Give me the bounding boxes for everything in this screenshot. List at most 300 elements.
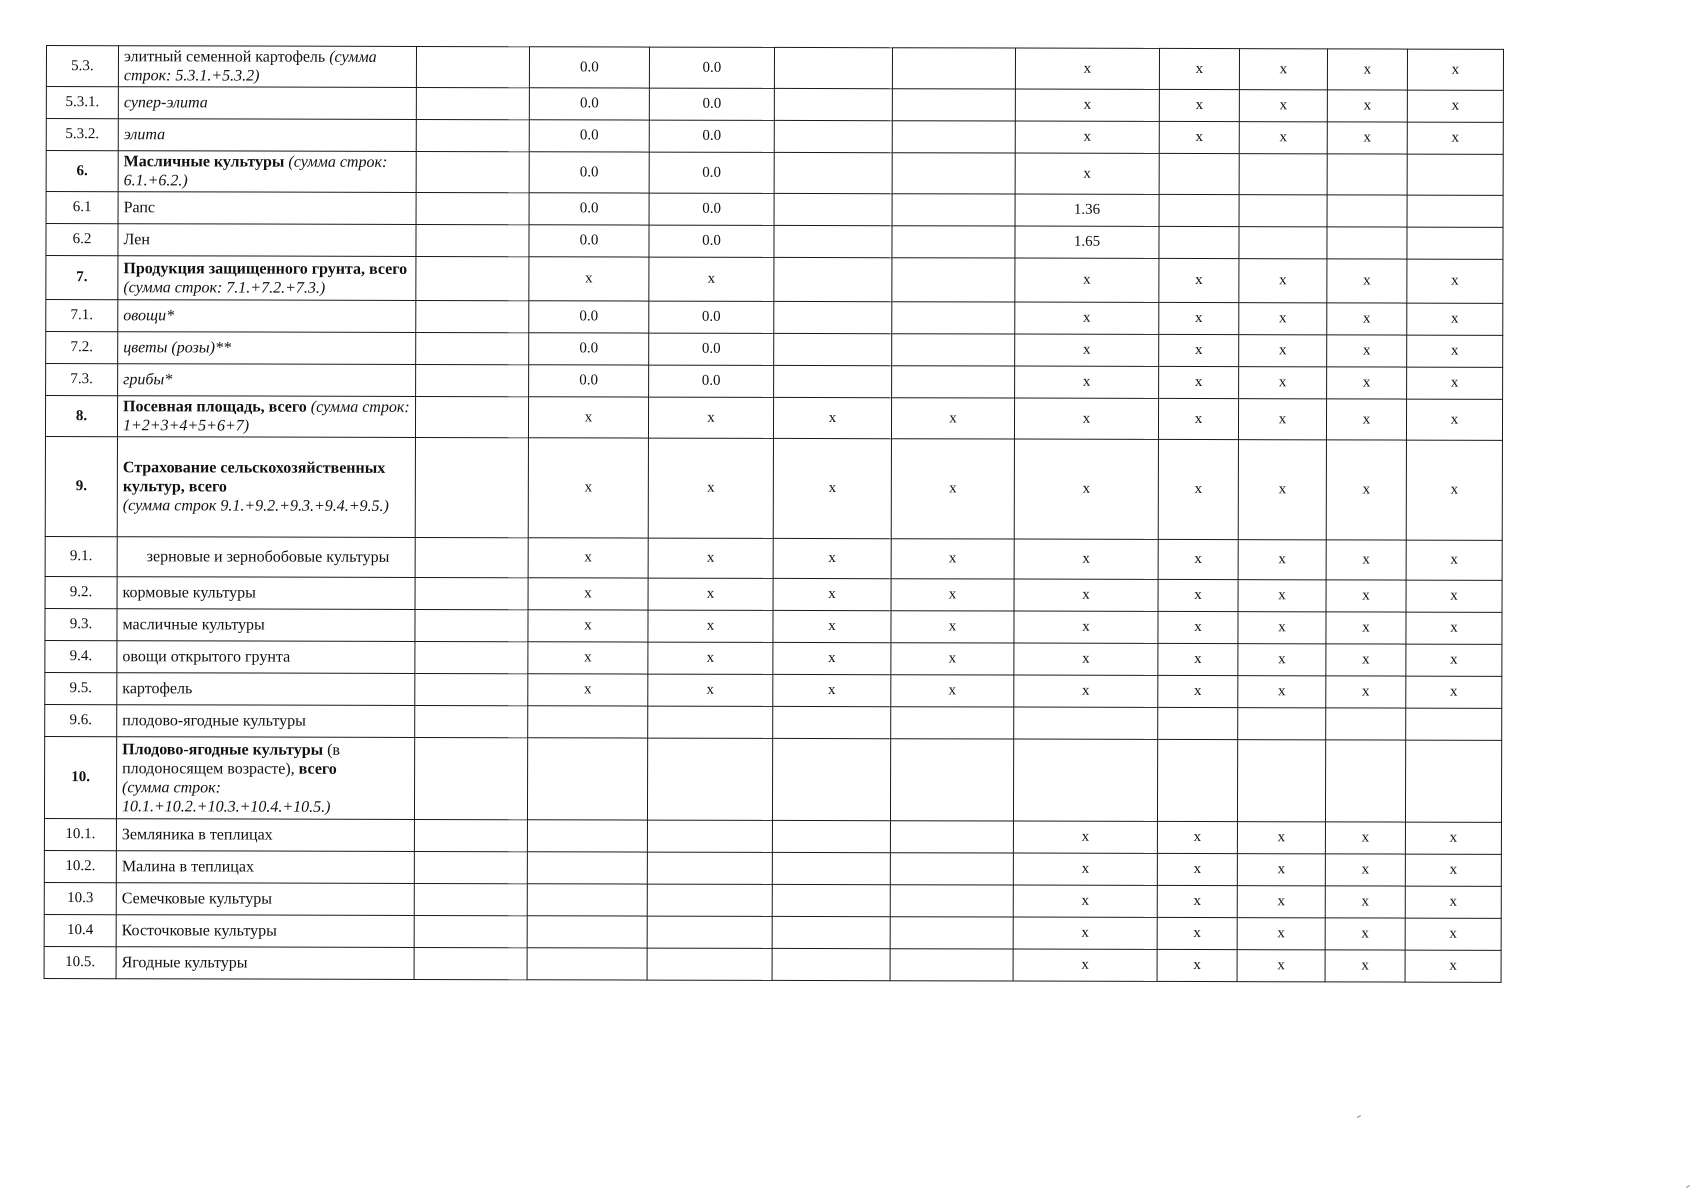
value-cell: x bbox=[648, 674, 773, 706]
value-cell bbox=[774, 120, 892, 152]
value-cell: x bbox=[1239, 90, 1327, 122]
value-cell: x bbox=[1157, 885, 1237, 917]
value-cell: x bbox=[1406, 644, 1502, 676]
value-cell: x bbox=[1014, 398, 1158, 439]
value-cell: x bbox=[891, 579, 1014, 611]
row-label-segment: овощи* bbox=[123, 307, 175, 325]
table-row bbox=[46, 332, 1503, 368]
value-cell bbox=[415, 537, 528, 577]
value-cell bbox=[890, 853, 1013, 885]
value-cell: x bbox=[891, 539, 1014, 579]
value-cell: x bbox=[1014, 439, 1158, 539]
row-label-segment: плодово-ягодные культуры bbox=[122, 712, 306, 730]
row-label bbox=[116, 819, 414, 852]
row-number: 9. bbox=[45, 436, 117, 536]
value-cell bbox=[892, 48, 1015, 89]
value-cell: x bbox=[1157, 853, 1237, 885]
value-cell: x bbox=[891, 439, 1014, 539]
row-label-segment: Масличные культуры bbox=[123, 153, 289, 171]
value-cell bbox=[892, 153, 1015, 194]
value-cell: x bbox=[1238, 440, 1326, 540]
value-cell bbox=[1239, 227, 1327, 259]
row-label-segment: супер-элита bbox=[123, 94, 208, 112]
value-cell bbox=[416, 300, 529, 332]
row-label bbox=[117, 396, 415, 438]
value-cell bbox=[414, 883, 527, 915]
value-cell: x bbox=[1406, 440, 1502, 540]
value-cell bbox=[528, 706, 648, 738]
value-cell: x bbox=[528, 674, 648, 706]
value-cell bbox=[892, 89, 1015, 121]
row-label-segment: всего bbox=[298, 760, 337, 778]
value-cell: x bbox=[1406, 399, 1502, 440]
value-cell: x bbox=[1014, 675, 1158, 707]
row-label bbox=[118, 300, 416, 333]
value-cell: x bbox=[1013, 885, 1157, 917]
row-label-segment: (сумма строк 9.1.+9.2.+9.3.+9.4.+9.5.) bbox=[122, 497, 389, 515]
value-cell: x bbox=[1015, 334, 1159, 366]
row-label bbox=[117, 577, 415, 610]
value-cell: x bbox=[891, 643, 1014, 675]
row-number: 7.3. bbox=[46, 364, 118, 396]
table-row bbox=[44, 736, 1501, 822]
value-cell bbox=[1407, 195, 1503, 227]
row-label bbox=[118, 151, 416, 193]
value-cell: x bbox=[773, 642, 891, 674]
table-row bbox=[46, 364, 1503, 400]
value-cell bbox=[416, 87, 529, 119]
value-cell: x bbox=[528, 578, 648, 610]
row-label-segment: элитный семенной картофель bbox=[123, 48, 330, 66]
value-cell: x bbox=[648, 642, 773, 674]
row-number: 10.4 bbox=[44, 914, 116, 946]
value-cell bbox=[1405, 740, 1501, 822]
value-cell bbox=[647, 884, 772, 916]
value-cell bbox=[772, 852, 890, 884]
row-label bbox=[118, 364, 416, 397]
value-cell: x bbox=[1015, 302, 1159, 334]
value-cell bbox=[774, 193, 892, 225]
value-cell bbox=[527, 884, 647, 916]
value-cell bbox=[647, 948, 772, 980]
value-cell: x bbox=[648, 578, 773, 610]
value-cell: x bbox=[1157, 949, 1237, 981]
row-label-segment: Малина в теплицах bbox=[121, 858, 254, 876]
value-cell: 0.0 bbox=[649, 301, 774, 333]
value-cell bbox=[416, 151, 529, 192]
row-number: 10.1. bbox=[44, 818, 116, 850]
value-cell: x bbox=[1326, 440, 1406, 540]
row-label bbox=[118, 46, 416, 88]
table-row bbox=[46, 87, 1503, 123]
value-cell bbox=[647, 916, 772, 948]
value-cell bbox=[892, 366, 1015, 398]
value-cell bbox=[647, 852, 772, 884]
value-cell bbox=[890, 949, 1013, 981]
value-cell: x bbox=[648, 438, 773, 538]
scan-speck bbox=[1357, 1115, 1361, 1118]
row-label bbox=[117, 437, 415, 538]
value-cell bbox=[416, 224, 529, 256]
value-cell: x bbox=[1406, 580, 1502, 612]
value-cell: x bbox=[1157, 917, 1237, 949]
row-label bbox=[118, 87, 416, 120]
row-label-segment: картофель bbox=[122, 680, 193, 698]
value-cell: x bbox=[649, 257, 774, 301]
value-cell bbox=[1327, 195, 1407, 227]
value-cell: x bbox=[1407, 259, 1503, 303]
value-cell: x bbox=[1407, 303, 1503, 335]
value-cell: x bbox=[1327, 303, 1407, 335]
value-cell: x bbox=[773, 578, 891, 610]
value-cell: x bbox=[1237, 918, 1325, 950]
value-cell bbox=[890, 821, 1013, 853]
value-cell: 0.0 bbox=[529, 88, 649, 120]
row-label bbox=[118, 119, 416, 152]
row-label-segment: кормовые культуры bbox=[122, 584, 256, 602]
value-cell: x bbox=[1158, 539, 1238, 579]
value-cell: 0.0 bbox=[649, 152, 774, 193]
value-cell bbox=[892, 334, 1015, 366]
value-cell: x bbox=[891, 611, 1014, 643]
row-number: 6. bbox=[46, 151, 118, 192]
value-cell: 0.0 bbox=[649, 365, 774, 397]
row-number: 9.2. bbox=[45, 576, 117, 608]
row-label-segment: (сумма строк: 1+2+3+4+5+6+7) bbox=[122, 398, 414, 435]
value-cell bbox=[1159, 153, 1239, 194]
value-cell bbox=[647, 738, 772, 820]
value-cell: x bbox=[1325, 854, 1405, 886]
value-cell: x bbox=[1325, 886, 1405, 918]
row-label-segment: Посевная площадь, всего bbox=[123, 398, 311, 416]
value-cell: x bbox=[1013, 853, 1157, 885]
value-cell bbox=[1014, 707, 1158, 739]
table-row bbox=[46, 119, 1503, 155]
value-cell: x bbox=[1015, 89, 1159, 121]
value-cell: x bbox=[891, 675, 1014, 707]
value-cell bbox=[415, 641, 528, 673]
value-cell: 0.0 bbox=[529, 333, 649, 365]
value-cell bbox=[414, 915, 527, 947]
row-label bbox=[118, 332, 416, 365]
value-cell: 0.0 bbox=[649, 333, 774, 365]
table-row bbox=[45, 396, 1502, 441]
value-cell: x bbox=[1326, 580, 1406, 612]
value-cell: 0.0 bbox=[649, 88, 774, 120]
value-cell: x bbox=[1015, 121, 1159, 153]
value-cell: x bbox=[1015, 153, 1159, 194]
value-cell bbox=[1237, 740, 1325, 822]
value-cell: x bbox=[1327, 122, 1407, 154]
row-label-segment: Семечковые культуры bbox=[121, 890, 273, 908]
value-cell bbox=[527, 916, 647, 948]
value-cell: x bbox=[1238, 399, 1326, 440]
value-cell: x bbox=[1015, 258, 1159, 302]
row-number: 9.6. bbox=[45, 704, 117, 736]
value-cell: x bbox=[1158, 398, 1238, 439]
row-label bbox=[117, 705, 415, 738]
value-cell bbox=[416, 119, 529, 151]
row-number: 6.2 bbox=[46, 224, 118, 256]
value-cell bbox=[774, 225, 892, 257]
value-cell: x bbox=[1159, 302, 1239, 334]
value-cell bbox=[1159, 226, 1239, 258]
value-cell bbox=[1327, 227, 1407, 259]
row-label bbox=[117, 641, 415, 674]
table-row bbox=[45, 536, 1502, 580]
row-number: 10.2. bbox=[44, 850, 116, 882]
row-label-segment: (сумма строк: 10.1.+10.2.+10.3.+10.4.+10.5.) bbox=[121, 778, 331, 816]
value-cell: x bbox=[1013, 821, 1157, 853]
value-cell bbox=[415, 673, 528, 705]
value-cell: x bbox=[529, 257, 649, 301]
table-row bbox=[46, 192, 1503, 228]
value-cell: x bbox=[1238, 580, 1326, 612]
table-row bbox=[46, 151, 1503, 196]
value-cell bbox=[892, 302, 1015, 334]
value-cell bbox=[774, 88, 892, 120]
value-cell bbox=[890, 885, 1013, 917]
row-label-segment: цветы (розы)** bbox=[123, 339, 231, 357]
value-cell: x bbox=[1326, 612, 1406, 644]
value-cell bbox=[414, 947, 527, 979]
value-cell bbox=[774, 301, 892, 333]
value-cell: x bbox=[773, 397, 891, 438]
value-cell bbox=[416, 192, 529, 224]
value-cell: x bbox=[1237, 886, 1325, 918]
value-cell: x bbox=[1406, 612, 1502, 644]
table-body bbox=[44, 46, 1503, 983]
value-cell: x bbox=[1327, 335, 1407, 367]
value-cell bbox=[647, 820, 772, 852]
value-cell: x bbox=[528, 642, 648, 674]
value-cell bbox=[774, 152, 892, 193]
row-label-segment: масличные культуры bbox=[122, 616, 265, 634]
value-cell bbox=[648, 706, 773, 738]
value-cell bbox=[527, 820, 647, 852]
value-cell: x bbox=[1326, 399, 1406, 440]
value-cell bbox=[414, 851, 527, 883]
value-cell bbox=[890, 917, 1013, 949]
value-cell: x bbox=[1237, 854, 1325, 886]
value-cell: x bbox=[528, 438, 648, 538]
row-label-segment: Продукция защищенного грунта, всего bbox=[123, 259, 412, 278]
value-cell: x bbox=[1407, 122, 1503, 154]
value-cell: x bbox=[1407, 49, 1503, 90]
row-label-segment: Лен bbox=[123, 231, 150, 249]
value-cell bbox=[772, 948, 890, 980]
value-cell: x bbox=[1237, 822, 1325, 854]
value-cell: x bbox=[1014, 539, 1158, 579]
row-number: 9.4. bbox=[45, 640, 117, 672]
row-number: 8. bbox=[45, 396, 117, 437]
value-cell: x bbox=[1407, 90, 1503, 122]
value-cell: x bbox=[648, 397, 773, 438]
value-cell bbox=[1157, 739, 1237, 821]
row-label bbox=[116, 947, 414, 980]
value-cell bbox=[1159, 194, 1239, 226]
value-cell: x bbox=[1013, 949, 1157, 981]
value-cell: 0.0 bbox=[649, 193, 774, 225]
value-cell bbox=[1407, 154, 1503, 195]
value-cell: x bbox=[1158, 675, 1238, 707]
value-cell: x bbox=[528, 397, 648, 438]
value-cell bbox=[891, 707, 1014, 739]
value-cell: x bbox=[773, 538, 891, 578]
row-label-segment: (сумма строк: 5.3.1.+5.3.2) bbox=[123, 48, 381, 85]
row-number: 9.1. bbox=[45, 536, 117, 576]
value-cell: x bbox=[773, 438, 891, 538]
value-cell bbox=[416, 332, 529, 364]
value-cell: x bbox=[1326, 540, 1406, 580]
value-cell: x bbox=[1327, 49, 1407, 90]
value-cell bbox=[415, 396, 528, 437]
value-cell: x bbox=[1238, 644, 1326, 676]
value-cell: 0.0 bbox=[529, 365, 649, 397]
value-cell: 0.0 bbox=[529, 47, 649, 88]
row-label bbox=[118, 192, 416, 225]
value-cell bbox=[1013, 739, 1157, 821]
row-number: 10. bbox=[44, 736, 116, 818]
value-cell: x bbox=[1159, 89, 1239, 121]
value-cell bbox=[1326, 708, 1406, 740]
value-cell: x bbox=[1014, 611, 1158, 643]
value-cell bbox=[414, 737, 527, 819]
value-cell: x bbox=[1238, 540, 1326, 580]
value-cell: x bbox=[1238, 612, 1326, 644]
value-cell bbox=[1325, 740, 1405, 822]
table-row bbox=[45, 436, 1502, 540]
row-label-segment: (сумма строк: 7.1.+7.2.+7.3.) bbox=[123, 278, 326, 297]
value-cell: x bbox=[1239, 259, 1327, 303]
scan-speck bbox=[1686, 1185, 1690, 1188]
row-number: 6.1 bbox=[46, 192, 118, 224]
value-cell bbox=[773, 706, 891, 738]
value-cell: x bbox=[1327, 367, 1407, 399]
row-label-segment: грибы* bbox=[123, 371, 173, 389]
row-label-segment: (в плодоносящем возрасте), bbox=[122, 741, 345, 778]
value-cell: 0.0 bbox=[649, 225, 774, 257]
value-cell bbox=[527, 852, 647, 884]
value-cell: x bbox=[1014, 579, 1158, 611]
value-cell: x bbox=[1013, 917, 1157, 949]
value-cell: x bbox=[648, 538, 773, 578]
value-cell bbox=[416, 256, 529, 300]
table-row bbox=[45, 576, 1502, 612]
crop-data-table bbox=[44, 45, 1504, 983]
value-cell bbox=[774, 47, 892, 88]
value-cell bbox=[1327, 154, 1407, 195]
value-cell bbox=[1239, 195, 1327, 227]
value-cell: x bbox=[1325, 822, 1405, 854]
table-row bbox=[46, 256, 1503, 304]
value-cell bbox=[527, 738, 647, 820]
value-cell: x bbox=[1405, 950, 1501, 982]
row-label-segment: Ягодные культуры bbox=[121, 954, 248, 972]
row-label bbox=[116, 915, 414, 948]
value-cell bbox=[416, 46, 529, 87]
row-label-segment: (сумма строк: 6.1.+6.2.) bbox=[123, 153, 392, 190]
value-cell bbox=[415, 609, 528, 641]
value-cell bbox=[416, 364, 529, 396]
row-number: 7.2. bbox=[46, 332, 118, 364]
value-cell bbox=[415, 577, 528, 609]
value-cell: x bbox=[1327, 90, 1407, 122]
value-cell: x bbox=[1407, 335, 1503, 367]
value-cell bbox=[772, 738, 890, 820]
value-cell bbox=[774, 365, 892, 397]
row-label-segment: Плодово-ягодные культуры bbox=[122, 740, 324, 759]
value-cell bbox=[892, 258, 1015, 302]
row-number: 5.3.2. bbox=[46, 119, 118, 151]
value-cell: x bbox=[1158, 643, 1238, 675]
value-cell: x bbox=[648, 610, 773, 642]
value-cell: x bbox=[1159, 258, 1239, 302]
value-cell: x bbox=[1159, 366, 1239, 398]
table-row bbox=[45, 608, 1502, 644]
table-row bbox=[44, 818, 1501, 854]
table-row bbox=[46, 46, 1503, 91]
value-cell: x bbox=[1239, 49, 1327, 90]
value-cell: x bbox=[1157, 821, 1237, 853]
row-label bbox=[118, 256, 416, 301]
value-cell: x bbox=[1239, 335, 1327, 367]
value-cell: x bbox=[528, 538, 648, 578]
row-number: 5.3.1. bbox=[46, 87, 118, 119]
value-cell: x bbox=[773, 674, 891, 706]
row-label bbox=[117, 537, 415, 578]
value-cell bbox=[1406, 708, 1502, 740]
row-number: 10.5. bbox=[44, 946, 116, 978]
row-label-segment: Земляника в теплицах bbox=[121, 826, 273, 844]
value-cell bbox=[1407, 227, 1503, 259]
value-cell bbox=[890, 739, 1013, 821]
value-cell: x bbox=[1159, 334, 1239, 366]
row-label-segment: Рапс bbox=[123, 199, 156, 217]
row-number: 9.3. bbox=[45, 608, 117, 640]
row-number: 10.3 bbox=[44, 882, 116, 914]
value-cell bbox=[772, 820, 890, 852]
value-cell: x bbox=[1239, 122, 1327, 154]
value-cell bbox=[774, 333, 892, 365]
value-cell: x bbox=[1158, 439, 1238, 539]
value-cell: 1.65 bbox=[1015, 226, 1159, 258]
value-cell: x bbox=[1239, 303, 1327, 335]
value-cell: 0.0 bbox=[649, 47, 774, 88]
value-cell: x bbox=[1239, 367, 1327, 399]
value-cell: x bbox=[1405, 918, 1501, 950]
value-cell: x bbox=[1407, 367, 1503, 399]
row-label-segment: зерновые и зернобобовые культуры bbox=[122, 548, 390, 566]
value-cell bbox=[1239, 154, 1327, 195]
row-label bbox=[118, 224, 416, 257]
row-number: 7.1. bbox=[46, 300, 118, 332]
row-number: 5.3. bbox=[46, 46, 118, 87]
value-cell: x bbox=[1325, 950, 1405, 982]
row-label bbox=[116, 737, 414, 820]
value-cell: x bbox=[1326, 644, 1406, 676]
value-cell: x bbox=[1326, 676, 1406, 708]
value-cell: x bbox=[1159, 48, 1239, 89]
value-cell: x bbox=[1237, 950, 1325, 982]
row-label-segment: элита bbox=[123, 126, 166, 144]
value-cell bbox=[415, 437, 528, 537]
row-number: 7. bbox=[46, 256, 118, 300]
value-cell: x bbox=[1158, 579, 1238, 611]
value-cell: x bbox=[891, 398, 1014, 439]
value-cell: x bbox=[528, 610, 648, 642]
row-label bbox=[116, 883, 414, 916]
